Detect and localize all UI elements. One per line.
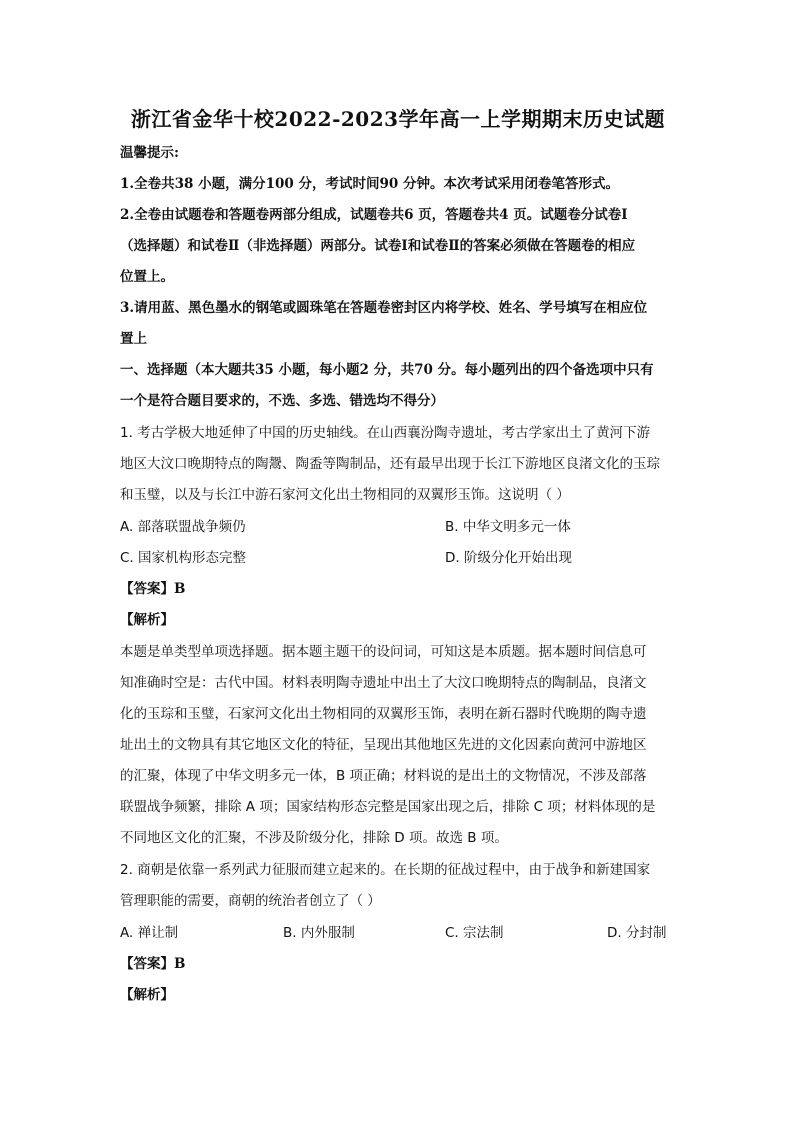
q1-stem-line-3: 和玉璧，以及与长江中游石家河文化出土物相同的双翼形玉饰。这说明（ ） (120, 487, 570, 503)
q1-option-d: D. 阶级分化开始出现 (445, 550, 572, 566)
q1-analysis-label: 【解析】 (120, 612, 174, 628)
q1-analysis-line-6: 联盟战争频繁，排除 A 项；国家结构形态完整是国家出现之后，排除 C 项；材料体现的是 (120, 799, 656, 815)
q2-option-d: D. 分封制 (607, 925, 667, 941)
tip-line-6: 置上 (120, 331, 147, 347)
tips-heading: 温馨提示: (120, 145, 179, 161)
tip-line-1: 1.全卷共38 小题，满分100 分，考试时间90 分钟。本次考试采用闭卷笔答形式。 (120, 176, 619, 192)
q2-answer: 【答案】B (120, 956, 186, 972)
section-heading-line-1: 一、选择题（本大题共35 小题，每小题2 分，共70 分。每小题列出的四个备选项中只有 (120, 362, 654, 378)
tip-line-2: 2.全卷由试题卷和答题卷两部分组成，试题卷共6 页，答题卷共4 页。试题卷分试卷Ⅰ (120, 207, 628, 223)
q2-stem-line-1: 2. 商朝是依靠一系列武力征服而建立起来的。在长期的征战过程中，由于战争和新建国家 (120, 862, 651, 878)
q1-analysis-line-1: 本题是单类型单项选择题。据本题主题干的设问词，可知这是本质题。据本题时间信息可 (120, 644, 647, 660)
tip-line-5: 3.请用蓝、黑色墨水的钢笔或圆珠笔在答题卷密封区内将学校、姓名、学号填写在相应位 (120, 300, 648, 316)
q2-option-a: A. 禅让制 (120, 925, 179, 941)
q1-analysis-line-7: 不同地区文化的汇聚，不涉及阶级分化，排除 D 项。故选 B 项。 (120, 830, 508, 846)
q1-analysis-line-5: 的汇聚，体现了中华文明多元一体，B 项正确；材料说的是出土的文物情况，不涉及部落 (120, 768, 647, 784)
q2-analysis-label: 【解析】 (120, 987, 174, 1003)
q1-option-b: B. 中华文明多元一体 (445, 519, 571, 535)
q1-stem-line-2: 地区大汶口晚期特点的陶鬶、陶盉等陶制品，还有最早出现于长江下游地区良渚文化的玉琮 (120, 456, 660, 472)
q1-option-c: C. 国家机构形态完整 (120, 550, 247, 566)
section-heading-line-2: 一个是符合题目要求的，不选、多选、错选均不得分） (120, 393, 444, 409)
q1-answer: 【答案】B (120, 581, 186, 597)
q1-analysis-line-3: 化的玉琮和玉璧，石家河文化出土物相同的双翼形玉饰，表明在新石器时代晚期的陶寺遗 (120, 706, 647, 722)
tip-line-3: （选择题）和试卷Ⅱ（非选择题）两部分。试卷Ⅰ和试卷Ⅱ的答案必须做在答题卷的相应 (120, 238, 636, 254)
q1-stem-line-1: 1. 考古学极大地延伸了中国的历史轴线。在山西襄汾陶寺遗址，考古学家出土了黄河下游 (120, 425, 651, 441)
q1-analysis-line-2: 知准确时空是：古代中国。材料表明陶寺遗址中出土了大汶口晚期特点的陶制品，良渚文 (120, 675, 647, 691)
q1-analysis-line-4: 址出土的文物具有其它地区文化的特征，呈现出其他地区先进的文化因素向黄河中游地区 (120, 737, 647, 753)
page-title: 浙江省金华十校2022-2023学年高一上学期期末历史试题 (130, 107, 666, 131)
tip-line-4: 位置上。 (120, 269, 174, 285)
q2-stem-line-2: 管理职能的需要，商朝的统治者创立了（ ） (120, 893, 381, 909)
q2-option-b: B. 内外服制 (283, 925, 355, 941)
q1-option-a: A. 部落联盟战争频仍 (120, 519, 246, 535)
q2-option-c: C. 宗法制 (445, 925, 504, 941)
